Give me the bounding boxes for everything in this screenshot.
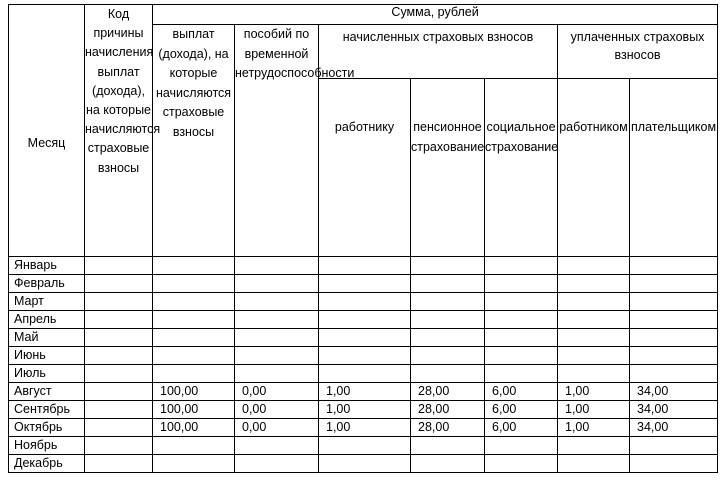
benefits-cell <box>235 347 319 365</box>
paid-payer-cell <box>630 311 718 329</box>
code-cell <box>85 257 153 275</box>
header-accrued-pension: пенсионное страхование <box>411 79 485 257</box>
accrued-social-cell <box>485 365 558 383</box>
accrued-social-cell <box>485 257 558 275</box>
header-accrued: начисленных страховых взносов <box>319 25 558 79</box>
accrued-pension-cell <box>411 437 485 455</box>
header-sum: Сумма, рублей <box>153 5 718 25</box>
paid-employee-cell: 1,00 <box>558 419 630 437</box>
header-accrued-social: социальное страхование <box>485 79 558 257</box>
code-cell <box>85 419 153 437</box>
paid-employee-cell <box>558 257 630 275</box>
code-cell <box>85 437 153 455</box>
accrued-employee-cell: 1,00 <box>319 401 411 419</box>
month-cell: Декабрь <box>9 455 85 473</box>
accrued-social-cell <box>485 437 558 455</box>
paid-payer-cell <box>630 257 718 275</box>
paid-payer-cell: 34,00 <box>630 401 718 419</box>
accrued-employee-cell <box>319 293 411 311</box>
paid-payer-cell <box>630 437 718 455</box>
accrued-pension-cell <box>411 347 485 365</box>
accrued-social-cell <box>485 293 558 311</box>
accrued-employee-cell <box>319 311 411 329</box>
payments-cell <box>153 293 235 311</box>
month-cell: Май <box>9 329 85 347</box>
table-row <box>9 419 718 437</box>
code-cell <box>85 455 153 473</box>
benefits-cell <box>235 437 319 455</box>
accrued-employee-cell <box>319 275 411 293</box>
accrued-social-cell <box>485 275 558 293</box>
payments-cell <box>153 329 235 347</box>
month-cell: Ноябрь <box>9 437 85 455</box>
paid-payer-cell <box>630 455 718 473</box>
paid-payer-cell <box>630 347 718 365</box>
benefits-cell <box>235 311 319 329</box>
paid-payer-cell <box>630 329 718 347</box>
month-cell: Июнь <box>9 347 85 365</box>
code-cell <box>85 347 153 365</box>
paid-employee-cell <box>558 437 630 455</box>
accrued-pension-cell: 28,00 <box>411 401 485 419</box>
accrued-social-cell: 6,00 <box>485 383 558 401</box>
accrued-social-cell <box>485 455 558 473</box>
benefits-cell <box>235 275 319 293</box>
accrued-employee-cell: 1,00 <box>319 383 411 401</box>
code-cell <box>85 275 153 293</box>
accrued-employee-cell <box>319 365 411 383</box>
code-cell <box>85 311 153 329</box>
benefits-cell <box>235 329 319 347</box>
table-row <box>9 257 718 275</box>
paid-payer-cell: 34,00 <box>630 419 718 437</box>
header-paid-payer: плательщиком <box>630 79 718 257</box>
code-cell <box>85 293 153 311</box>
paid-payer-cell <box>630 293 718 311</box>
table-row <box>9 347 718 365</box>
header-paid-employee: работником <box>558 79 630 257</box>
table-row <box>9 293 718 311</box>
paid-employee-cell <box>558 275 630 293</box>
accrued-pension-cell <box>411 293 485 311</box>
paid-employee-cell <box>558 293 630 311</box>
accrued-social-cell: 6,00 <box>485 401 558 419</box>
accrued-employee-cell: 1,00 <box>319 419 411 437</box>
month-cell: Сентябрь <box>9 401 85 419</box>
paid-payer-cell: 34,00 <box>630 383 718 401</box>
benefits-cell <box>235 455 319 473</box>
benefits-cell: 0,00 <box>235 419 319 437</box>
table-row <box>9 275 718 293</box>
table-row <box>9 383 718 401</box>
accrued-pension-cell <box>411 257 485 275</box>
accrued-pension-cell <box>411 275 485 293</box>
paid-employee-cell: 1,00 <box>558 383 630 401</box>
paid-payer-cell <box>630 365 718 383</box>
month-cell: Апрель <box>9 311 85 329</box>
month-cell: Февраль <box>9 275 85 293</box>
accrued-social-cell <box>485 311 558 329</box>
paid-employee-cell <box>558 347 630 365</box>
month-cell: Август <box>9 383 85 401</box>
benefits-cell: 0,00 <box>235 401 319 419</box>
accrued-social-cell: 6,00 <box>485 419 558 437</box>
benefits-cell <box>235 365 319 383</box>
month-cell: Октябрь <box>9 419 85 437</box>
header-accrued-employee: работнику <box>319 79 411 257</box>
payments-cell <box>153 455 235 473</box>
paid-payer-cell <box>630 275 718 293</box>
paid-employee-cell <box>558 365 630 383</box>
benefits-cell: 0,00 <box>235 383 319 401</box>
accrued-employee-cell <box>319 329 411 347</box>
accrued-pension-cell: 28,00 <box>411 419 485 437</box>
paid-employee-cell <box>558 455 630 473</box>
accrued-pension-cell: 28,00 <box>411 383 485 401</box>
table-row <box>9 401 718 419</box>
accrued-pension-cell <box>411 365 485 383</box>
accrued-social-cell <box>485 329 558 347</box>
header-code: Код причины начисления выплат (дохода), на которые начисляются страховые взносы <box>85 5 153 257</box>
paid-employee-cell <box>558 311 630 329</box>
table-row <box>9 329 718 347</box>
code-cell <box>85 383 153 401</box>
insurance-contributions-table <box>8 4 718 473</box>
accrued-employee-cell <box>319 455 411 473</box>
month-cell: Июль <box>9 365 85 383</box>
code-cell <box>85 365 153 383</box>
header-month: Месяц <box>9 5 85 257</box>
payments-cell <box>153 437 235 455</box>
payments-cell: 100,00 <box>153 383 235 401</box>
code-cell <box>85 329 153 347</box>
payments-cell <box>153 365 235 383</box>
payments-cell: 100,00 <box>153 419 235 437</box>
accrued-employee-cell <box>319 347 411 365</box>
month-cell: Январь <box>9 257 85 275</box>
payments-cell <box>153 275 235 293</box>
header-benefits: пособий по временной нетрудоспособности <box>235 25 319 257</box>
benefits-cell <box>235 293 319 311</box>
table-row <box>9 437 718 455</box>
accrued-pension-cell <box>411 455 485 473</box>
accrued-employee-cell <box>319 437 411 455</box>
code-cell <box>85 401 153 419</box>
benefits-cell <box>235 257 319 275</box>
header-payments: выплат (дохода), на которые начисляются страховые взносы <box>153 25 235 257</box>
accrued-social-cell <box>485 347 558 365</box>
accrued-pension-cell <box>411 329 485 347</box>
paid-employee-cell: 1,00 <box>558 401 630 419</box>
month-cell: Март <box>9 293 85 311</box>
accrued-pension-cell <box>411 311 485 329</box>
payments-cell <box>153 257 235 275</box>
accrued-employee-cell <box>319 257 411 275</box>
table-row <box>9 365 718 383</box>
header-paid: уплаченных страховых взносов <box>558 25 718 79</box>
table-row <box>9 455 718 473</box>
paid-employee-cell <box>558 329 630 347</box>
payments-cell <box>153 347 235 365</box>
payments-cell <box>153 311 235 329</box>
table-row <box>9 311 718 329</box>
payments-cell: 100,00 <box>153 401 235 419</box>
